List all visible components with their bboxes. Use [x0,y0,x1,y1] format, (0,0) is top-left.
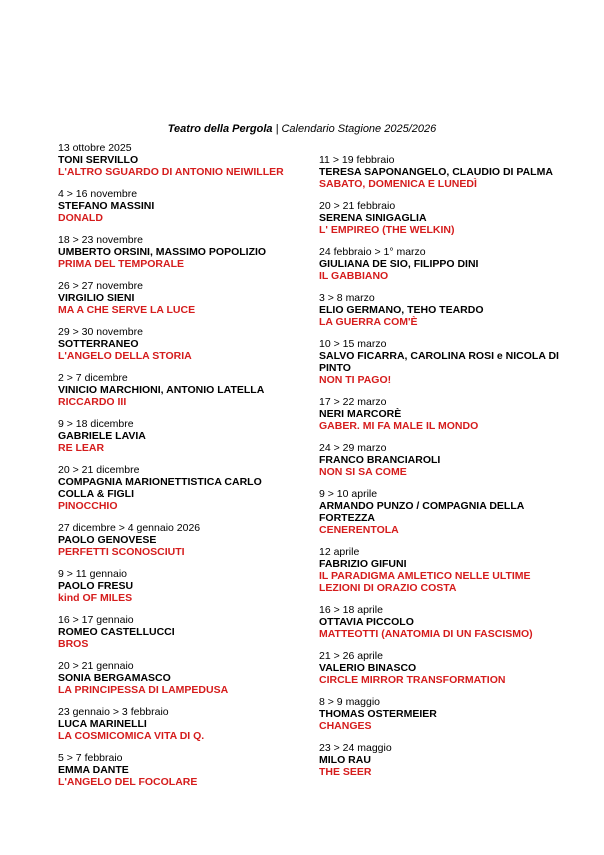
entry-artist: UMBERTO ORSINI, MASSIMO POPOLIZIO [58,246,267,258]
entry-artist: THOMAS OSTERMEIER [319,708,437,720]
calendar-entry [58,142,298,178]
entry-artist: STEFANO MASSINI [58,200,155,212]
calendar-entry [58,326,298,362]
entry-artist: NERI MARCORÈ [319,408,402,420]
entry-show-title: PINOCCHIO [58,500,118,512]
entry-date: 24 febbraio > 1° marzo [319,246,426,258]
calendar-entry [319,488,559,536]
entry-artist: GABRIELE LAVIA [58,430,146,442]
entry-show-title: L'ALTRO SGUARDO DI ANTONIO NEIWILLER [58,166,284,178]
entry-show-title: kind OF MILES [58,592,133,604]
entry-artist: VINICIO MARCHIONI, ANTONIO LATELLA [58,384,265,396]
calendar-entry [58,234,298,270]
calendar-entry [58,188,298,224]
left-column [58,142,298,798]
entry-show-title: CIRCLE MIRROR TRANSFORMATION [319,674,506,686]
entry-artist: SALVO FICARRA, CAROLINA ROSI e NICOLA DI PINTO [319,350,559,374]
entry-artist: ROMEO CASTELLUCCI [58,626,175,638]
calendar-entry [319,200,559,236]
entry-show-title: L'ANGELO DELLA STORIA [58,350,192,362]
entry-date: 11 > 19 febbraio [319,154,395,166]
entry-date: 8 > 9 maggio [319,696,381,708]
entry-date: 12 aprile [319,546,360,558]
entry-artist: SONIA BERGAMASCO [58,672,171,684]
calendar-entry [58,418,298,454]
entry-artist: TERESA SAPONANGELO, CLAUDIO DI PALMA [319,166,553,178]
entry-date: 16 > 18 aprile [319,604,383,616]
venue-name: Teatro della Pergola [167,123,273,135]
entry-date: 24 > 29 marzo [319,442,387,454]
calendar-entry [319,338,559,386]
entry-show-title: L'ANGELO DEL FOCOLARE [58,776,198,788]
entry-date: 10 > 15 marzo [319,338,387,350]
entry-show-title: DONALD [58,212,103,224]
page-title [0,123,604,136]
entry-artist: ARMANDO PUNZO / COMPAGNIA DELLA FORTEZZA [319,500,524,524]
entry-date: 23 > 24 maggio [319,742,392,754]
entry-artist: MILO RAU [319,754,371,766]
entry-show-title: IL GABBIANO [319,270,389,282]
entry-show-title: PRIMA DEL TEMPORALE [58,258,185,270]
title-separator: | [275,123,279,135]
entry-show-title: LA COSMICOMICA VITA DI Q. [58,730,205,742]
entry-artist: LUCA MARINELLI [58,718,147,730]
right-column [319,154,559,788]
calendar-entry [58,280,298,316]
entry-artist: PAOLO FRESU [58,580,134,592]
calendar-entry [58,372,298,408]
entry-show-title: GABER. MI FA MALE IL MONDO [319,420,479,432]
entry-artist: PAOLO GENOVESE [58,534,157,546]
calendar-entry [58,660,298,696]
entry-artist: GIULIANA DE SIO, FILIPPO DINI [319,258,479,270]
entry-show-title: PERFETTI SCONOSCIUTI [58,546,185,558]
entry-artist: FABRIZIO GIFUNI [319,558,407,570]
entry-artist: EMMA DANTE [58,764,129,776]
calendar-entry [319,442,559,478]
entry-show-title: CENERENTOLA [319,524,399,536]
entry-artist: COMPAGNIA MARIONETTISTICA CARLO COLLA & FIGLI [58,476,262,500]
entry-show-title: RE LEAR [58,442,105,454]
entry-show-title: IL PARADIGMA AMLETICO NELLE ULTIME LEZIONI DI ORAZIO COSTA [319,570,531,594]
calendar-entry [58,464,298,512]
entry-date: 29 > 30 novembre [58,326,143,338]
entry-date: 5 > 7 febbraio [58,752,123,764]
entry-show-title: SABATO, DOMENICA E LUNEDÌ [319,178,477,190]
entry-artist: VALERIO BINASCO [319,662,417,674]
entry-show-title: THE SEER [319,766,372,778]
entry-date: 20 > 21 gennaio [58,660,134,672]
entry-date: 9 > 18 dicembre [58,418,134,430]
entry-date: 17 > 22 marzo [319,396,387,408]
entry-show-title: NON SI SA COME [319,466,407,478]
calendar-entry [58,568,298,604]
calendar-entry [319,546,559,594]
calendar-entry [58,614,298,650]
calendar-entry [319,742,559,778]
calendar-entry [58,706,298,742]
calendar-entry [319,696,559,732]
entry-show-title: CHANGES [319,720,372,732]
entry-show-title: RICCARDO III [58,396,127,408]
entry-date: 21 > 26 aprile [319,650,383,662]
entry-show-title: LA GUERRA COM'È [319,316,418,328]
entry-show-title: LA PRINCIPESSA DI LAMPEDUSA [58,684,229,696]
calendar-entry [319,650,559,686]
entry-artist: TONI SERVILLO [58,154,139,166]
entry-artist: SERENA SINIGAGLIA [319,212,427,224]
entry-artist: VIRGILIO SIENI [58,292,135,304]
calendar-entry [58,522,298,558]
entry-date: 16 > 17 gennaio [58,614,134,626]
calendar-entry [58,752,298,788]
entry-artist: FRANCO BRANCIAROLI [319,454,441,466]
entry-date: 20 > 21 febbraio [319,200,396,212]
calendar-entry [319,396,559,432]
calendar-entry [319,604,559,640]
entry-date: 27 dicembre > 4 gennaio 2026 [58,522,201,534]
entry-artist: SOTTERRANEO [58,338,139,350]
entry-show-title: BROS [58,638,89,650]
season-subtitle: Calendario Stagione 2025/2026 [281,123,437,135]
entry-show-title: L' EMPIREO (THE WELKIN) [319,224,455,236]
entry-date: 9 > 10 aprile [319,488,378,500]
entry-date: 20 > 21 dicembre [58,464,140,476]
entry-date: 2 > 7 dicembre [58,372,128,384]
calendar-entry [319,246,559,282]
entry-date: 3 > 8 marzo [319,292,375,304]
entry-artist: OTTAVIA PICCOLO [319,616,414,628]
entry-show-title: MATTEOTTI (ANATOMIA DI UN FASCISMO) [319,628,533,640]
entry-date: 23 gennaio > 3 febbraio [58,706,169,718]
entry-date: 9 > 11 gennaio [58,568,127,580]
entry-date: 26 > 27 novembre [58,280,143,292]
entry-artist: ELIO GERMANO, TEHO TEARDO [319,304,484,316]
entry-show-title: MA A CHE SERVE LA LUCE [58,304,196,316]
entry-show-title: NON TI PAGO! [319,374,392,386]
entry-date: 4 > 16 novembre [58,188,138,200]
calendar-entry [319,292,559,328]
entry-date: 18 > 23 novembre [58,234,143,246]
calendar-entry [319,154,559,190]
entry-date: 13 ottobre 2025 [58,142,132,154]
